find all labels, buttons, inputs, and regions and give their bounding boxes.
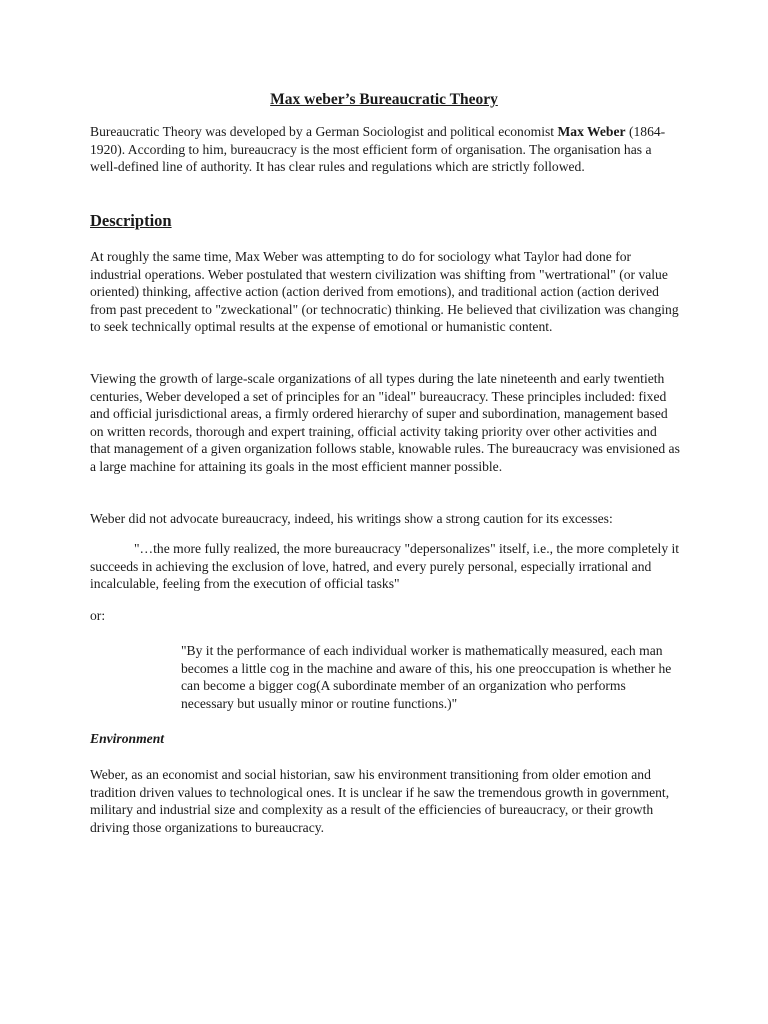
- intro-text-after: (1864-1920). According to him, bureaucracy is the most efficient form of organisation. The organisation has a well-defined line of authority. It has clear rules and regulations which are strictly followed.: [90, 124, 666, 175]
- environment-paragraph: Weber, as an economist and social historian, saw his environment transitioning from older emotion and tradition driven values to technological ones. It is unclear if he saw the tremendous growth in government, military and industrial size and complexity as a result of the efficiencies of bureaucracy, or their growth driving those organizations to bureaucracy.: [90, 767, 670, 835]
- description-heading: Description: [90, 211, 172, 230]
- document-title: Max weber’s Bureaucratic Theory: [270, 91, 498, 108]
- quote-1-text: "…the more fully realized, the more bureaucracy "depersonalizes" itself, i.e., the more completely it succeeds in achieving the exclusion of love, hatred, and every purely personal, especially irrational and incalculable, feeling from the execution of official tasks": [90, 541, 680, 592]
- description-paragraph-1: At roughly the same time, Max Weber was attempting to do for sociology what Taylor had done for industrial operations. Weber postulated that western civilization was shifting from "wertrational" (or value oriented) thinking, affective action (action derived from emotions), and traditional action (action derived from past precedent to "zweckational" (or technocratic) thinking. He believed that civilization was changing to seek technically optimal results at the expense of emotional or humanistic content.: [90, 249, 679, 335]
- description-paragraph-3: Weber did not advocate bureaucracy, indeed, his writings show a strong caution for its excesses:: [90, 511, 613, 526]
- intro-text-before: Bureaucratic Theory was developed by a German Sociologist and political economist: [90, 124, 558, 139]
- intro-paragraph: [90, 123, 680, 176]
- quote-1: [90, 540, 680, 593]
- environment-heading: Environment: [90, 731, 165, 746]
- description-paragraph-2: Viewing the growth of large-scale organizations of all types during the late nineteenth and early twentieth centuries, Weber developed a set of principles for an "ideal" bureaucracy. These principles included: fixed and official jurisdictional areas, a firmly ordered hierarchy of super and subordination, management based on written records, thorough and expert training, official activity taking priority over other activities and that management of a given organization follows stable, knowable rules. The bureaucracy was envisioned as a large machine for attaining its goals in the most efficient manner possible.: [90, 371, 680, 474]
- intro-bold-name: Max Weber: [557, 124, 626, 139]
- or-text: or:: [90, 608, 106, 623]
- quote-2: "By it the performance of each individual worker is mathematically measured, each man becomes a little cog in the machine and aware of this, his one preoccupation is whether he can become a bigger cog(A subordinate member of an organization who performs necessary but usually minor or routine functions.)": [181, 643, 672, 711]
